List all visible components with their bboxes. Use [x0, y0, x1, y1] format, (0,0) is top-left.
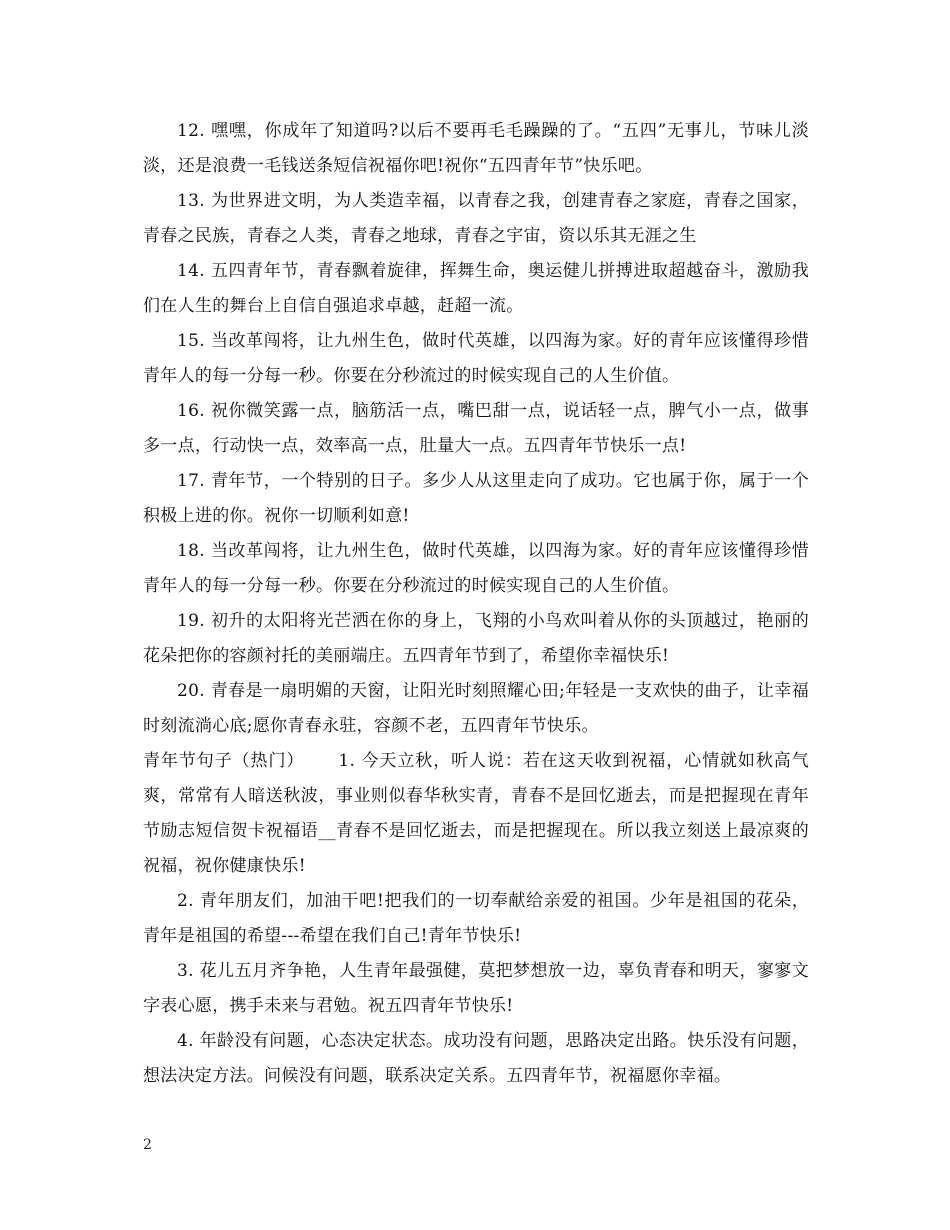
paragraph-19: 19. 初升的太阳将光芒洒在你的身上，飞翔的小鸟欢叫着从你的头顶越过，艳丽的花朵把你的容颜衬托的美丽端庄。五四青年节到了，希望你幸福快乐!	[143, 611, 809, 666]
document-body	[143, 114, 809, 1094]
paragraph-13: 13. 为世界进文明，为人类造幸福，以青春之我，创建青春之家庭，青春之国家，青春之民族，青春之人类，青春之地球，青春之宇宙，资以乐其无涯之生	[143, 191, 809, 246]
paragraph-18: 18. 当改革闯将，让九州生色，做时代英雄，以四海为家。好的青年应该懂得珍惜青年人的每一分每一秒。你要在分秒流过的时候实现自己的人生价值。	[143, 541, 809, 596]
paragraph-17: 17. 青年节，一个特别的日子。多少人从这里走向了成功。它也属于你，属于一个积极上进的你。祝你一切顺利如意!	[143, 471, 809, 526]
paragraph-1: 1. 今天立秋，听人说：若在这天收到祝福，心情就如秋高气爽，常常有人暗送秋波，事业则似春华秋实青，青春不是回忆逝去，而是把握现在青年节励志短信贺卡祝福语__青春不是回忆逝去，而是把握现在。所以我立刻送上最凉爽的祝福，祝你健康快乐!	[143, 751, 810, 876]
paragraph-20: 20. 青春是一扇明媚的天窗，让阳光时刻照耀心田;年轻是一支欢快的曲子，让幸福时刻流淌心底;愿你青春永驻，容颜不老，五四青年节快乐。	[143, 681, 809, 736]
paragraph-3: 3. 花儿五月齐争艳，人生青年最强健，莫把梦想放一边，辜负青春和明天，寥寥文字表心愿，携手未来与君勉。祝五四青年节快乐!	[143, 961, 809, 1016]
page-number: 2	[143, 1137, 152, 1153]
section-block	[143, 744, 809, 884]
paragraph-15: 15. 当改革闯将，让九州生色，做时代英雄，以四海为家。好的青年应该懂得珍惜青年人的每一分每一秒。你要在分秒流过的时候实现自己的人生价值。	[143, 331, 809, 386]
section-heading: 青年节句子（热门）	[143, 751, 305, 771]
paragraph-4: 4. 年龄没有问题，心态决定状态。成功没有问题，思路决定出路。快乐没有问题，想法决定方法。问候没有问题，联系决定关系。五四青年节，祝福愿你幸福。	[143, 1031, 809, 1086]
paragraph-2: 2. 青年朋友们，加油干吧!把我们的一切奉献给亲爱的祖国。少年是祖国的花朵，青年是祖国的希望---希望在我们自己!青年节快乐!	[143, 891, 809, 946]
paragraph-16: 16. 祝你微笑露一点，脑筋活一点，嘴巴甜一点，说话轻一点，脾气小一点，做事多一点，行动快一点，效率高一点，肚量大一点。五四青年节快乐一点!	[143, 401, 809, 456]
paragraph-14: 14. 五四青年节，青春飘着旋律，挥舞生命，奥运健儿拼搏进取超越奋斗，激励我们在人生的舞台上自信自强追求卓越，赶超一流。	[143, 261, 809, 316]
paragraph-12: 12. 嘿嘿，你成年了知道吗?以后不要再毛毛躁躁的了。“五四”无事儿，节味儿淡淡，还是浪费一毛钱送条短信祝福你吧!祝你“五四青年节”快乐吧。	[143, 121, 809, 176]
